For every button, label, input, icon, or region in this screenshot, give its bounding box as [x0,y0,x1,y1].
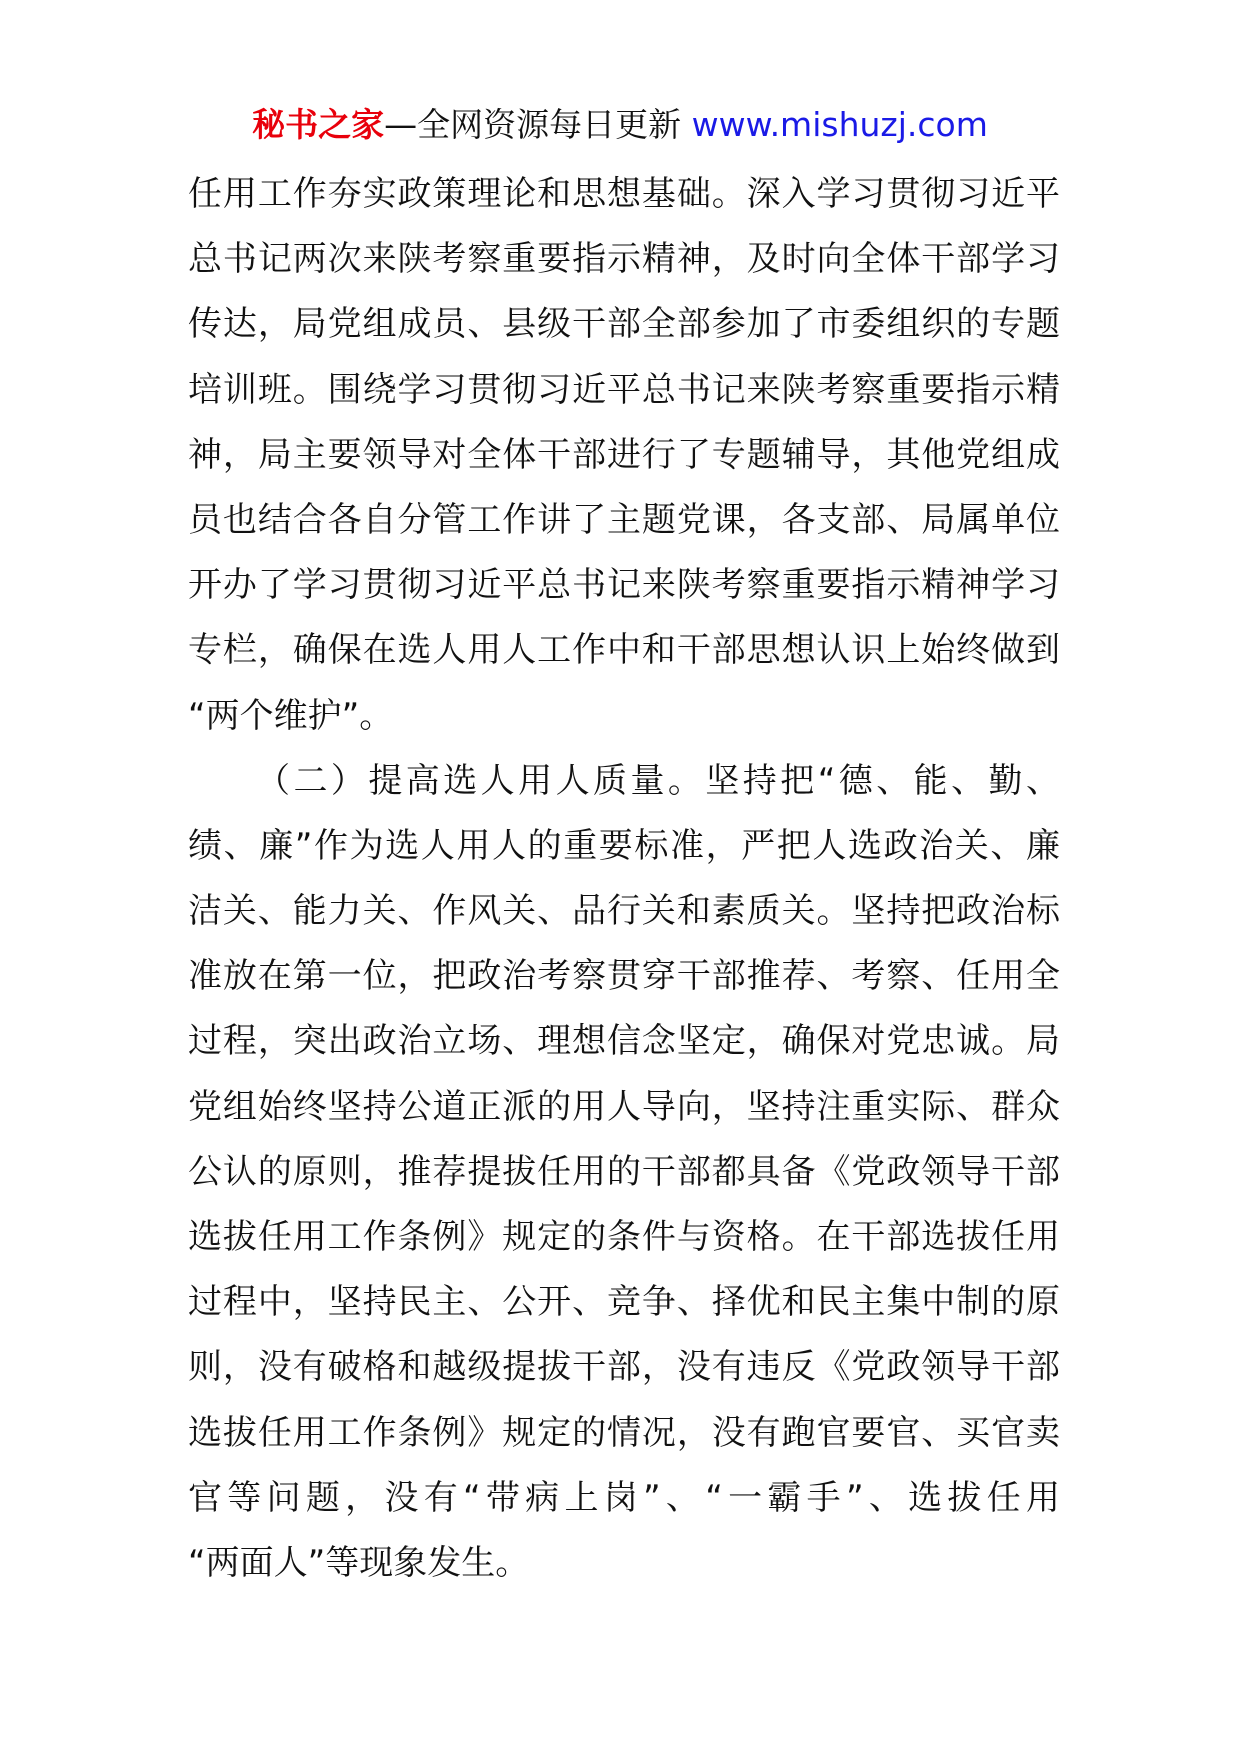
text-line: 过程中，坚持民主、公开、竞争、择优和民主集中制的原 [188,1282,1060,1323]
text-line: 准放在第一位，把政治考察贯穿干部推荐、考察、任用全 [188,956,1060,997]
text-line: 则，没有破格和越级提拔干部，没有违反《党政领导干部 [188,1347,1060,1388]
header-slogan: —全网资源每日更新 [384,105,682,144]
text-line: “两个维护”。 [188,695,394,736]
text-line: 过程，突出政治立场、理想信念坚定，确保对党忠诚。局 [188,1021,1060,1062]
text-line: 总书记两次来陕考察重要指示精神，及时向全体干部学习 [188,239,1060,280]
text-line: 选拔任用工作条例》规定的条件与资格。在干部选拔任用 [188,1217,1060,1257]
text-line: 员也结合各自分管工作讲了主题党课，各支部、局属单位 [188,499,1060,540]
text-line: 洁关、能力关、作风关、品行关和素质关。坚持把政治标 [188,891,1060,932]
text-line: 开办了学习贯彻习近平总书记来陕考察重要指示精神学习 [188,565,1060,606]
text-line: 绩、廉”作为选人用人的重要标准，严把人选政治关、廉 [188,825,1060,866]
text-line: 传达，局党组成员、县级干部全部参加了市委组织的专题 [188,304,1060,345]
brand-name: 秘书之家 [252,105,385,144]
text-line: 选拔任用工作条例》规定的情况，没有跑官要官、买官卖 [188,1412,1060,1453]
text-line: 党组始终坚持公道正派的用人导向，坚持注重实际、群众 [188,1086,1060,1127]
watermark-header [0,100,1240,150]
site-url[interactable]: www.mishuzj.com [681,105,988,144]
text-line: 公认的原则，推荐提拔任用的干部都具备《党政领导干部 [188,1151,1060,1192]
text-line: “两面人”等现象发生。 [188,1542,530,1583]
document-body [188,162,1060,1596]
section-heading-line: （二）提高选人用人质量。坚持把“德、能、勤、 [256,760,1060,801]
text-line: 任用工作夯实政策理论和思想基础。深入学习贯彻习近平 [188,174,1060,214]
text-line: 培训班。围绕学习贯彻习近平总书记来陕考察重要指示精 [188,369,1060,410]
text-line: 神，局主要领导对全体干部进行了专题辅导，其他党组成 [188,434,1060,475]
text-line: 官等问题，没有“带病上岗”、“一霸手”、选拔任用 [188,1477,1060,1518]
text-line: 专栏，确保在选人用人工作中和干部思想认识上始终做到 [188,630,1060,671]
